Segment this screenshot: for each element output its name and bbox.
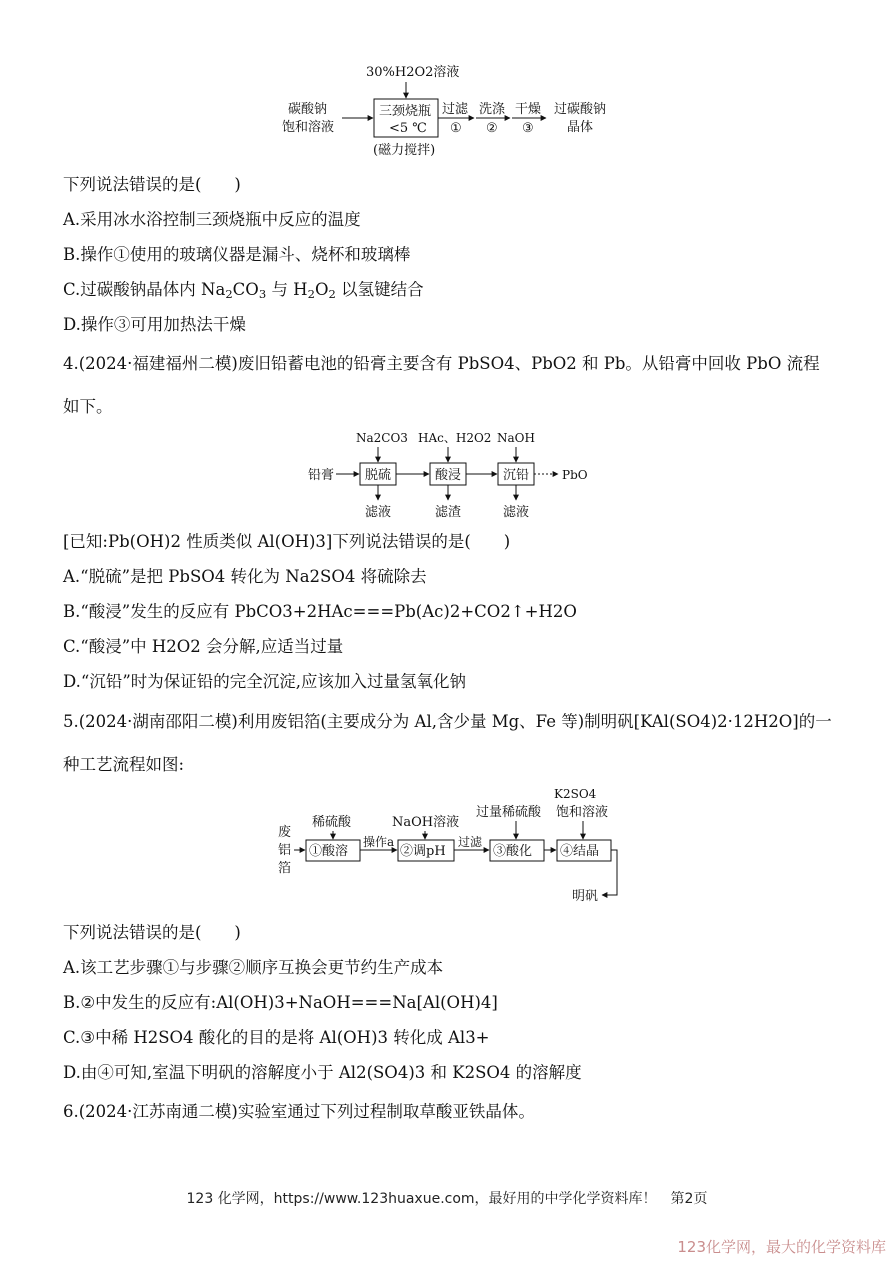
flow-diagram-alum [272, 784, 632, 910]
step-filter-num: ① [450, 121, 462, 136]
stirring-label: (磁力搅拌) [373, 143, 436, 158]
q3-option-a: A.采用冰水浴控制三颈烧瓶中反应的温度 [63, 210, 361, 229]
waste-residue: 滤渣 [435, 505, 462, 520]
box-desulfurize-label: 脱硫 [365, 468, 392, 483]
reagent-h2o2-label: 30%H2O2溶液 [366, 65, 460, 80]
reagent-k2so4: K2SO4 [554, 787, 597, 801]
flask-label: 三颈烧瓶 [379, 104, 432, 119]
q3-option-b: B.操作①使用的玻璃仪器是漏斗、烧杯和玻璃棒 [63, 245, 411, 264]
site-watermark: 123化学网，最大的化学资料库 [677, 1238, 886, 1256]
q5-question: 下列说法错误的是( ) [63, 923, 241, 942]
q4-option-d: D.“沉铅”时为保证铅的完全沉淀,应该加入过量氢氧化钠 [63, 672, 467, 691]
q3-option-c: C.过碳酸钠晶体内 $Na_2CO_3$ 与 $H_2O_2$ 以氢键结合 [63, 280, 424, 301]
flow-diagram-percarbonate [270, 58, 630, 162]
step-dry-num: ③ [522, 121, 534, 136]
q5-option-a: A.该工艺步骤①与步骤②顺序互换会更节约生产成本 [63, 958, 444, 977]
step-wash-num: ② [486, 121, 498, 136]
input-label-line1: 碳酸钠 [288, 102, 328, 117]
box-acidify-label: ③酸化 [493, 844, 533, 859]
start-char-2: 铝 [278, 843, 292, 858]
q3-option-c-post: 以氢键结合 [341, 280, 424, 299]
product-alum: 明矾 [572, 889, 599, 904]
q5-option-d: D.由④可知,室温下明矾的溶解度小于 Al2(SO4)3 和 K2SO4 的溶解度 [63, 1063, 582, 1082]
box-crystallize-label: ④结晶 [560, 844, 600, 859]
waste-filtrate-1: 滤液 [365, 505, 392, 520]
q4-known: [已知:Pb(OH)2 性质类似 Al(OH)3]下列说法错误的是( ) [63, 532, 511, 551]
q5-option-b: B.②中发生的反应有:Al(OH)3+NaOH===Na[Al(OH)4] [63, 993, 498, 1012]
start-char-1: 废 [278, 825, 292, 840]
flow-diagram-lead-recovery [300, 424, 610, 522]
reagent-k2so4-saturated: 饱和溶液 [556, 805, 609, 820]
step-filter-label: 过滤 [442, 102, 469, 117]
box-acid-leach-label: 酸浸 [435, 468, 462, 483]
q5-stem-line1: 5.(2024·湖南邵阳二模)利用废铝箔(主要成分为 Al,含少量 Mg、Fe 等)制明矾[KAl(SO4)2·12H2O]的一 [63, 712, 832, 731]
start-char-3: 箔 [278, 861, 292, 876]
reagent-naoh: NaOH [497, 431, 535, 445]
end-pbo: PbO [562, 468, 588, 482]
q3-option-d: D.操作③可用加热法干燥 [63, 315, 246, 334]
q3-question: 下列说法错误的是( ) [63, 175, 241, 194]
q3-option-c-mid: 与 H [271, 280, 308, 299]
reagent-dilute-h2so4: 稀硫酸 [312, 815, 352, 830]
page-footer: 123 化学网，https://www.123huaxue.com，最好用的中学化学资料库！ 第2页 [186, 1191, 708, 1207]
output-label-line2: 晶体 [567, 120, 594, 135]
reagent-na2co3: Na2CO3 [356, 431, 408, 445]
q3-option-c-pre: C.过碳酸钠晶体内 Na [63, 280, 226, 299]
q4-stem-line1: 4.(2024·福建福州二模)废旧铅蓄电池的铅膏主要含有 PbSO4、PbO2 和 Pb。从铅膏中回收 PbO 流程 [63, 354, 820, 373]
op-filter-label: 过滤 [458, 835, 483, 849]
q4-option-a: A.“脱硫”是把 PbSO4 转化为 Na2SO4 将硫除去 [63, 567, 427, 586]
step-wash-label: 洗涤 [479, 102, 506, 117]
reagent-hac-h2o2: HAc、H2O2 [418, 431, 492, 445]
step-dry-label: 干燥 [515, 102, 542, 117]
op-a-label: 操作a [363, 835, 395, 849]
start-lead-paste: 铅膏 [308, 468, 335, 483]
q4-option-c: C.“酸浸”中 H2O2 会分解,应适当过量 [63, 637, 344, 656]
temperature-label: <5 ℃ [389, 121, 427, 136]
box-adjust-ph-label: ②调pH [400, 844, 446, 859]
q5-stem-line2: 种工艺流程如图: [63, 755, 185, 774]
box-acid-dissolve-label: ①酸溶 [309, 844, 349, 859]
q4-option-b: B.“酸浸”发生的反应有 PbCO3+2HAc===Pb(Ac)2+CO2↑+H2O [63, 602, 577, 621]
q4-stem-line2: 如下。 [63, 397, 113, 416]
waste-filtrate-2: 滤液 [503, 505, 530, 520]
input-label-line2: 饱和溶液 [282, 120, 335, 135]
reagent-excess-h2so4: 过量稀硫酸 [476, 805, 542, 820]
reagent-naoh-solution: NaOH溶液 [392, 815, 460, 830]
output-label-line1: 过碳酸钠 [554, 102, 607, 117]
q5-option-c: C.③中稀 H2SO4 酸化的目的是将 Al(OH)3 转化成 Al3+ [63, 1028, 490, 1047]
box-precipitate-lead-label: 沉铅 [503, 468, 530, 483]
q6-stem: 6.(2024·江苏南通二模)实验室通过下列过程制取草酸亚铁晶体。 [63, 1102, 535, 1121]
